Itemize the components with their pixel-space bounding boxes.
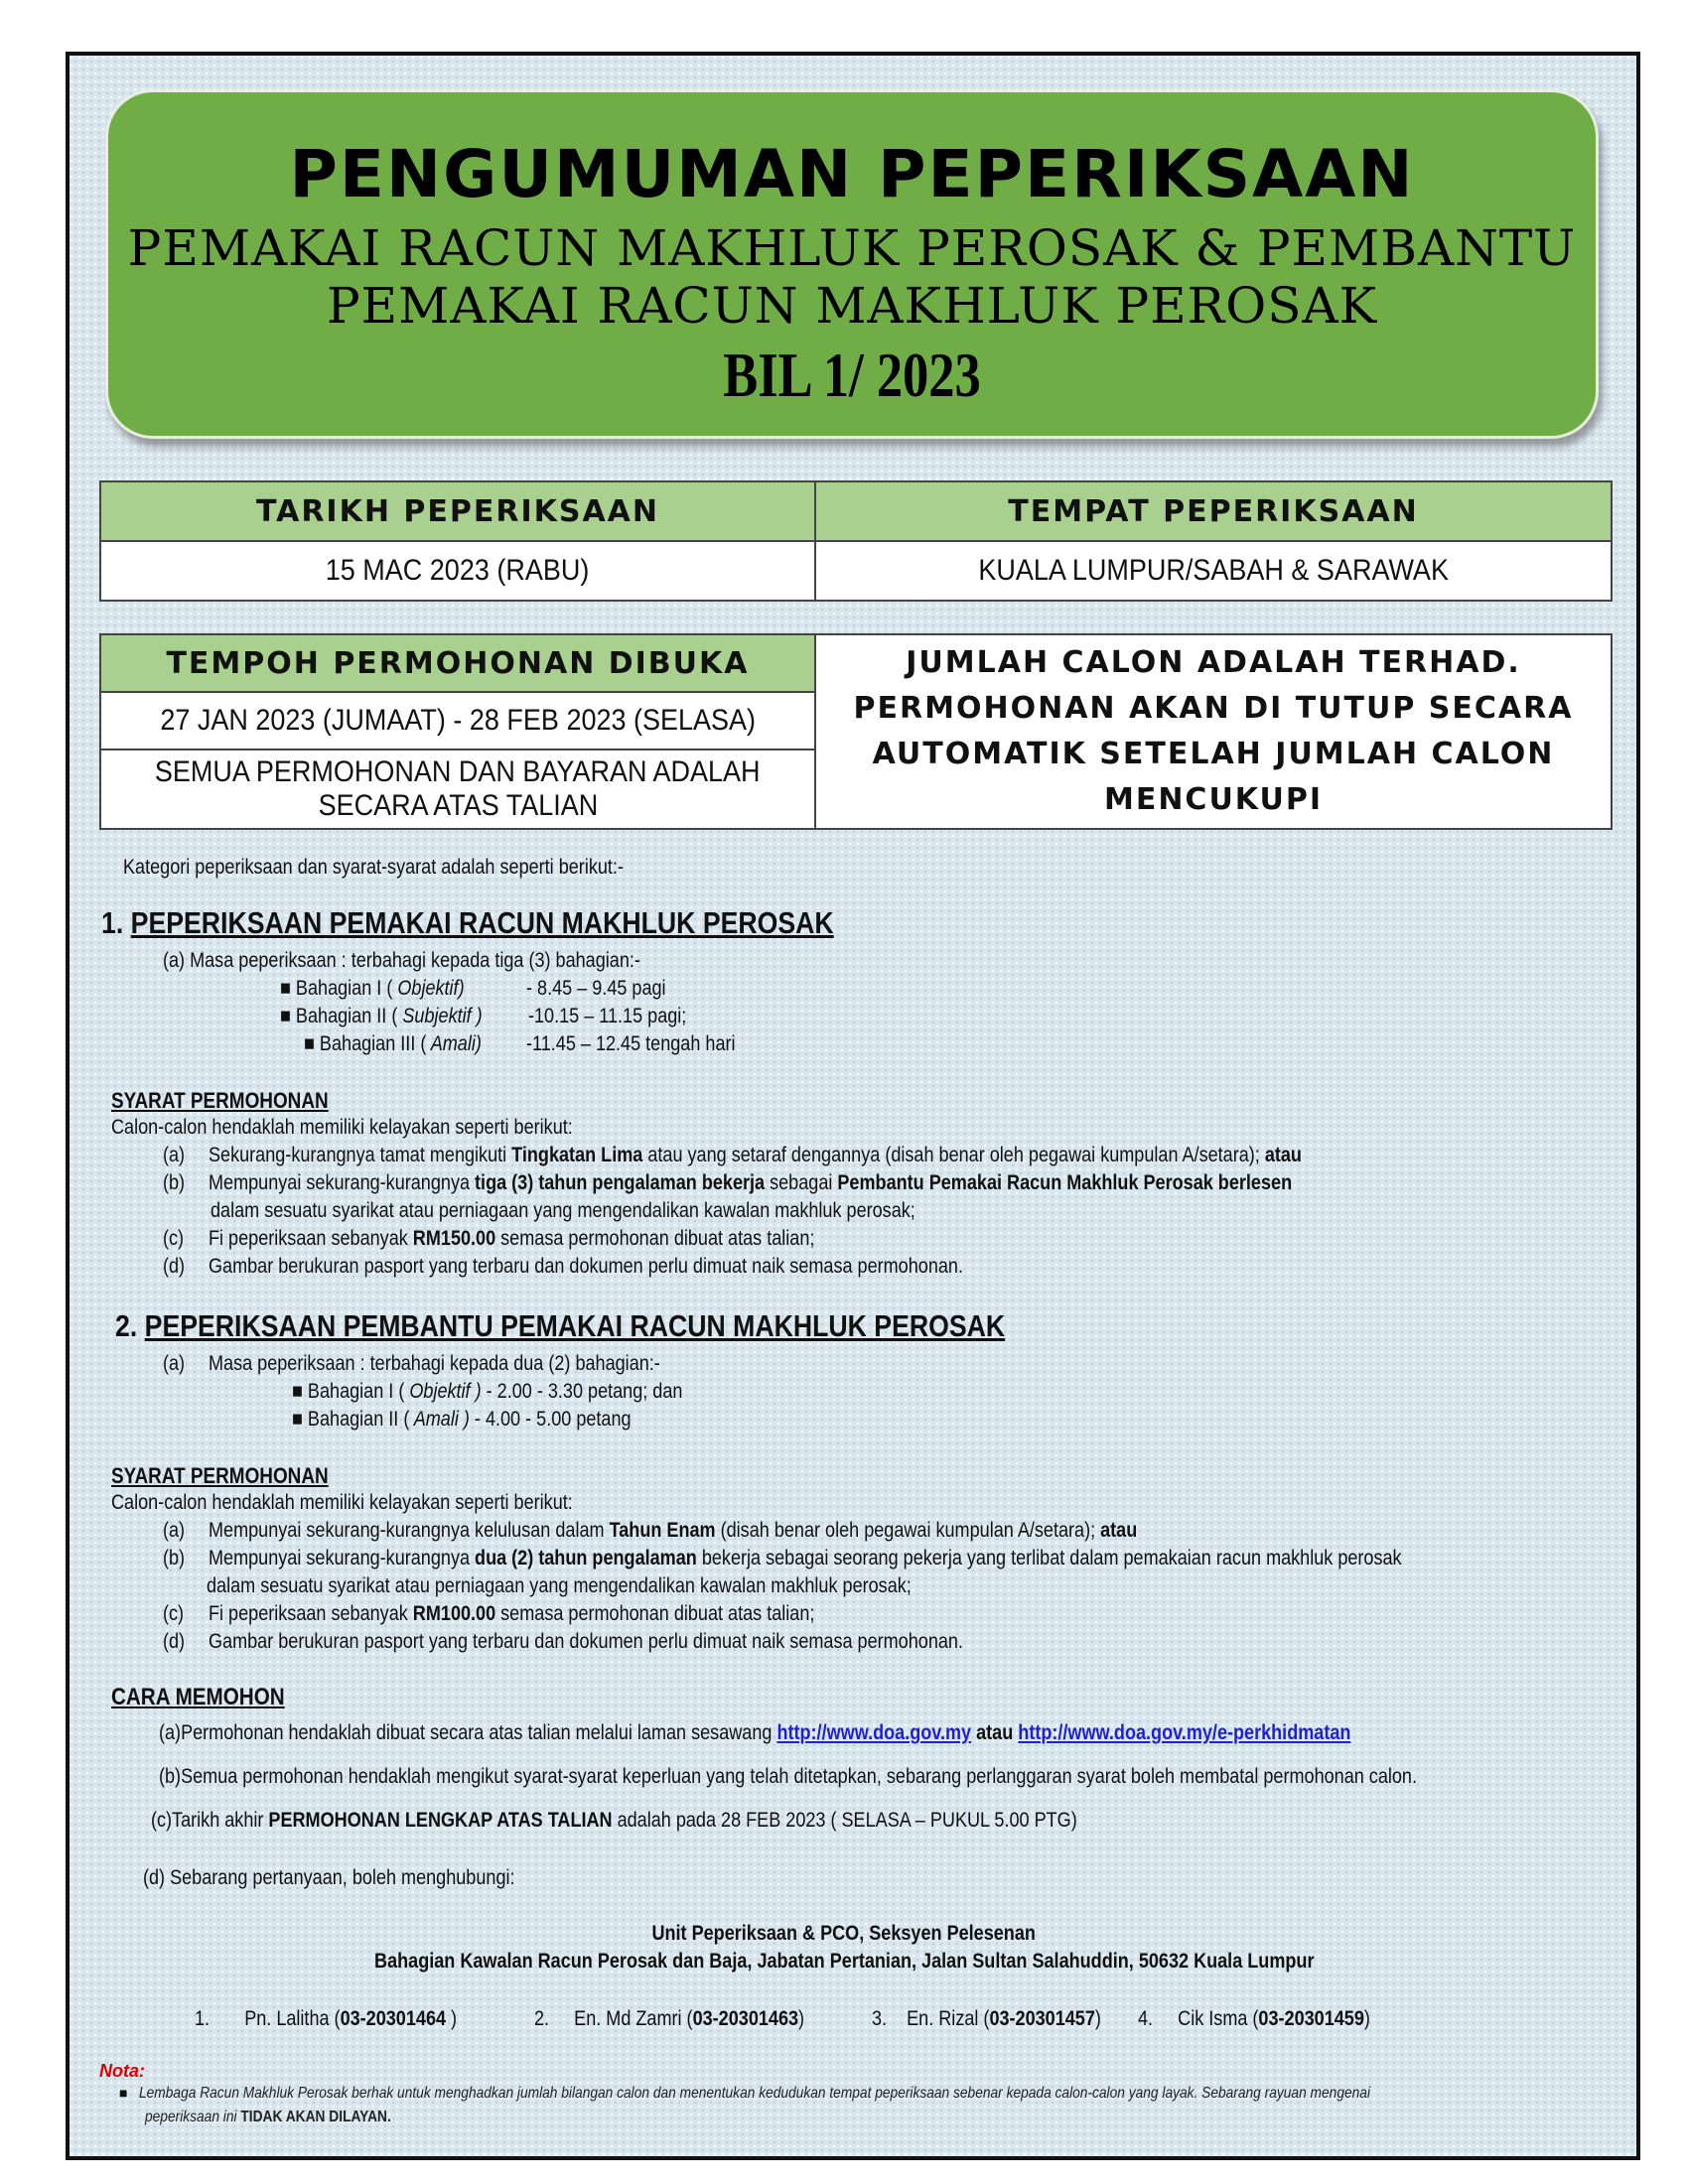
online-only-cell	[100, 750, 815, 829]
exam-date-header: TARIKH PEPERIKSAAN	[100, 481, 815, 541]
section-2-requirements-intro: Calon-calon hendaklah memiliki kelayakan seperti berikut:	[111, 1491, 573, 1514]
how-to-apply-heading: CARA MEMOHON	[111, 1684, 285, 1710]
section-1-title: PEPERIKSAAN PEMAKAI RACUN MAKHLUK PEROSAK	[130, 905, 834, 940]
how-to-apply-c: (c)Tarikh akhir PERMOHONAN LENGKAP ATAS TALIAN adalah pada 28 FEB 2023 ( SELASA – PUKUL 5.00 PTG)	[151, 1809, 1077, 1832]
section-2-time-intro: Masa peperiksaan : terbahagi kepada dua (2) bahagian:-	[209, 1352, 660, 1375]
note-label: Nota:	[99, 2061, 145, 2081]
online-only-line-1: SEMUA PERMOHONAN DAN BAYARAN ADALAH	[155, 755, 761, 788]
section-1-req-d: Gambar berukuran pasport yang terbaru dan dokumen perlu dimuat naik semasa permohonan.	[209, 1255, 963, 1278]
contact-person-2: 2. En. Md Zamri (03-20301463)	[534, 2007, 805, 2030]
section-1-number: 1.	[101, 905, 124, 940]
section-1-req-b-continued: dalam sesuatu syarikat atau perniagaan yang mengendalikan kawalan makhluk perosak;	[211, 1199, 915, 1222]
section-2-number: 2.	[115, 1308, 138, 1343]
subtitle-line-2: PEMAKAI RACUN MAKHLUK PEROSAK	[327, 277, 1377, 335]
section-1-part-2: ■ Bahagian II ( Subjektif )	[280, 1005, 483, 1027]
section-2-req-a: Mempunyai sekurang-kurangnya kelulusan dalam Tahun Enam (disah benar oleh pegawai kumpulan A/setara); atau	[209, 1519, 1138, 1542]
title-banner	[105, 89, 1599, 439]
section-2-req-d-label: (d)	[163, 1630, 186, 1653]
intro-text: Kategori peperiksaan dan syarat-syarat adalah seperti berikut:-	[123, 856, 624, 879]
notice-line-2: PERMOHONAN AKAN DI TUTUP SECARA	[853, 691, 1574, 726]
exam-place-value: KUALA LUMPUR/SABAH & SARAWAK	[978, 554, 1449, 587]
section-2-req-b-label: (b)	[163, 1547, 186, 1570]
exam-place-header: TEMPAT PEPERIKSAAN	[815, 481, 1612, 541]
notice-line-4: MENCUKUPI	[1103, 782, 1324, 817]
application-period-header: TEMPOH PERMOHONAN DIBUKA	[100, 634, 815, 692]
section-1-req-c-label: (c)	[163, 1227, 185, 1250]
section-1-req-d-label: (d)	[163, 1255, 186, 1278]
section-1-part-3-time: -11.45 – 12.45 tengah hari	[526, 1032, 736, 1055]
note-text-line-2: peperiksaan ini TIDAK AKAN DILAYAN.	[145, 2109, 391, 2125]
section-2-req-a-label: (a)	[163, 1519, 186, 1542]
section-1-req-a: Sekurang-kurangnya tamat mengikuti Tingkatan Lima atau yang setaraf dengannya (disah benar oleh pegawai kumpulan A/setara); atau	[209, 1144, 1302, 1166]
application-period-cell	[100, 692, 815, 750]
section-2-part-2: ■ Bahagian II ( Amali ) - 4.00 - 5.00 petang	[292, 1408, 632, 1431]
page-title: PENGUMUMAN PEPERIKSAAN	[289, 136, 1415, 212]
online-only-line-2: SECARA ATAS TALIAN	[318, 789, 598, 822]
how-to-apply-b: (b)Semua permohonan hendaklah mengikut syarat-syarat keperluan yang telah ditetapkan, sebarang perlanggaran syarat boleh membatal permohonan calon.	[159, 1765, 1418, 1788]
how-to-apply-d: (d) Sebarang pertanyaan, boleh menghubungi:	[143, 1866, 515, 1889]
section-2-req-b-continued: dalam sesuatu syarikat atau perniagaan yang mengendalikan kawalan makhluk perosak;	[207, 1574, 912, 1597]
e-perkhidmatan-link[interactable]: http://www.doa.gov.my/e-perkhidmatan	[1018, 1721, 1351, 1744]
section-1-part-1: ■ Bahagian I ( Objektif)	[280, 977, 465, 1000]
how-to-apply-a: (a)Permohonan hendaklah dibuat secara atas talian melalui laman sesawang http://www.doa.gov.my atau http://www.doa.gov.my/e-perkhidmatan	[159, 1721, 1351, 1744]
section-2-req-b: Mempunyai sekurang-kurangnya dua (2) tahun pengalaman bekerja sebagai seorang pekerja yang terlibat dalam pemakaian racun makhluk perosak	[209, 1547, 1402, 1570]
section-2-part-1: ■ Bahagian I ( Objektif ) - 2.00 - 3.30 petang; dan	[292, 1380, 683, 1403]
contact-person-4: 4. Cik Isma (03-20301459)	[1138, 2007, 1370, 2030]
section-2-time-label: (a)	[163, 1352, 186, 1375]
section-1-req-b-label: (b)	[163, 1171, 186, 1194]
section-1-requirements-heading: SYARAT PERMOHONAN	[111, 1088, 329, 1113]
note-bullet: ■	[119, 2085, 128, 2101]
contact-address: Bahagian Kawalan Racun Perosak dan Baja, Jabatan Pertanian, Jalan Sultan Salahuddin, 50632 Kuala Lumpur	[373, 1950, 1315, 1973]
application-period-value: 27 JAN 2023 (JUMAAT) - 28 FEB 2023 (SELASA)	[160, 704, 756, 737]
contact-person-3: 3. En. Rizal (03-20301457)	[872, 2007, 1101, 2030]
section-2-requirements-heading: SYARAT PERMOHONAN	[111, 1463, 329, 1488]
section-1-part-1-time: - 8.45 – 9.45 pagi	[526, 977, 666, 1000]
notice-line-3: AUTOMATIK SETELAH JUMLAH CALON	[872, 737, 1555, 771]
section-1-req-a-label: (a)	[163, 1144, 186, 1166]
exam-place-cell	[815, 541, 1612, 601]
section-1-requirements-intro: Calon-calon hendaklah memiliki kelayakan seperti berikut:	[111, 1116, 573, 1139]
exam-date-value: 15 MAC 2023 (RABU)	[326, 554, 590, 587]
section-2-req-c-label: (c)	[163, 1602, 185, 1625]
section-2-req-d: Gambar berukuran pasport yang terbaru dan dokumen perlu dimuat naik semasa permohonan.	[209, 1630, 963, 1653]
section-2-heading	[115, 1308, 1005, 1344]
exam-info-table	[99, 480, 1613, 602]
application-table	[99, 633, 1613, 830]
contact-person-1: 1. Pn. Lalitha (03-20301464 )	[195, 2007, 458, 2030]
candidate-limit-notice	[815, 634, 1612, 829]
section-1-part-2-time: -10.15 – 11.15 pagi;	[528, 1005, 687, 1027]
doa-website-link[interactable]: http://www.doa.gov.my	[776, 1721, 972, 1744]
note-text-line-1: Lembaga Racun Makhluk Perosak berhak untuk menghadkan jumlah bilangan calon dan menentukan kedudukan tempat peperiksaan sebenar kepada calon-calon yang layak. Sebarang rayuan mengenai	[139, 2085, 1370, 2102]
subtitle-line-1: PEMAKAI RACUN MAKHLUK PEROSAK & PEMBANTU	[127, 219, 1577, 277]
contact-unit: Unit Peperiksaan & PCO, Seksyen Pelesenan	[651, 1922, 1037, 1945]
bil-number: BIL 1/ 2023	[723, 340, 981, 410]
section-2-title: PEPERIKSAAN PEMBANTU PEMAKAI RACUN MAKHLUK PEROSAK	[144, 1308, 1006, 1343]
section-1-req-b: Mempunyai sekurang-kurangnya tiga (3) tahun pengalaman bekerja sebagai Pembantu Pemakai Racun Makhluk Perosak berlesen	[209, 1171, 1293, 1194]
section-2-req-c: Fi peperiksaan sebanyak RM100.00 semasa permohonan dibuat atas talian;	[209, 1602, 815, 1625]
section-1-part-3: ■ Bahagian III ( Amali)	[304, 1032, 482, 1055]
section-1-heading	[101, 905, 834, 941]
exam-date-cell	[100, 541, 815, 601]
section-1-time-intro: (a) Masa peperiksaan : terbahagi kepada tiga (3) bahagian:-	[163, 949, 640, 972]
notice-line-1: JUMLAH CALON ADALAH TERHAD.	[906, 645, 1521, 680]
section-1-req-c: Fi peperiksaan sebanyak RM150.00 semasa permohonan dibuat atas talian;	[209, 1227, 815, 1250]
